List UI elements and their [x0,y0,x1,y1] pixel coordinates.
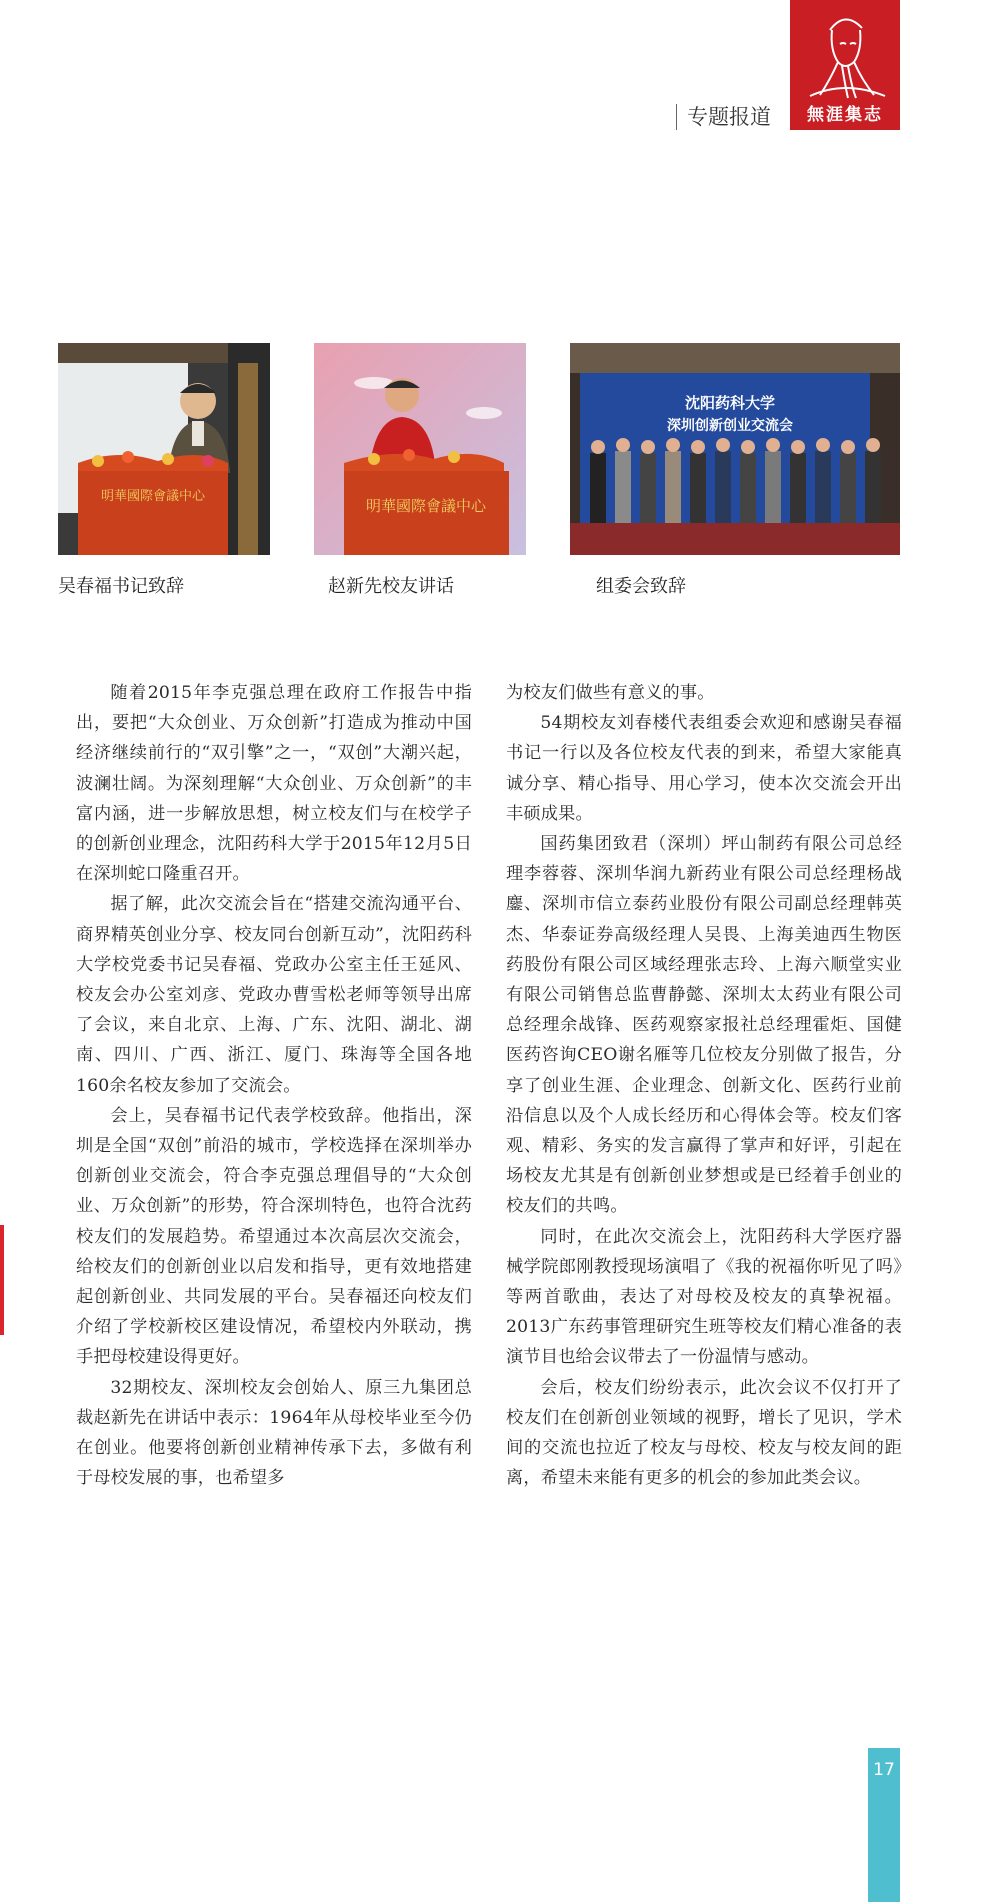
podium-banner-text: 明華國際會議中心 [365,497,487,515]
page-number: 17 [873,1760,895,1780]
article-paragraph: 54期校友刘春楼代表组委会欢迎和感谢吴春福书记一行以及各位校友代表的到来，希望大家能真诚分享、精心指导、用心学习，使本次交流会开出丰硕成果。 [506,713,902,824]
left-edge-marker [0,1225,4,1335]
article-paragraph: 国药集团致君（深圳）坪山制药有限公司总经理李蓉蓉、深圳华润九新药业有限公司总经理杨战鏖、深圳市信立泰药业股份有限公司副总经理韩英杰、华泰证券高级经理人吴畏、上海美迪西生物医药股份有限公司区域经理张志玲、上海六顺堂实业有限公司销售总监曹静懿、深圳太太药业有限公司总经理余战锋、医药观察家报社总经理霍炬、国健医药咨询CEO谢名雁等几位校友分别做了报告，分享了创业生涯、企业理念、创新文化、医药行业前沿信息以及个人成长经历和心得体会等。校友们客观、精彩、务实的发言赢得了掌声和好评，引起在场校友尤其是有创新创业梦想或是已经着手创业的校友们的共鸣。 [506,834,902,1217]
article-right-column [506,678,902,1493]
magazine-logo [790,0,900,130]
article-paragraph: 32期校友、深圳校友会创始人、原三九集团总裁赵新先在讲话中表示：1964年从母校毕业至今仍在创业。他要将创新创业精神传承下去，多做有利于母校发展的事，也希望多 [76,1377,472,1489]
stage-title-line1: 沈阳药科大学 [684,394,776,412]
article-paragraph-continuation: 为校友们做些有意义的事。 [506,683,715,703]
stage-title-line2: 深圳创新创业交流会 [667,418,793,434]
article-left-column [76,678,472,1493]
photo-caption: 吴春福书记致辞 [58,576,184,597]
article-paragraph: 同时，在此次交流会上，沈阳药科大学医疗器械学院郎刚教授现场演唱了《我的祝福你听见了吗》等两首歌曲，表达了对母校及校友的真挚祝福。2013广东药事管理研究生班等校友们精心准备的表演节目也给会议带去了一份温情与感动。 [506,1226,902,1368]
article-paragraph: 会上，吴春福书记代表学校致辞。他指出，深圳是全国“双创”前沿的城市，学校选择在深圳举办创新创业交流会，符合李克强总理倡导的“大众创业、万众创新”的形势，符合深圳特色，也符合沈药校友们的发展趋势。希望通过本次高层次交流会，给校友们的创新创业以启发和指导，更有效地搭建起创新创业、共同发展的平台。吴春福还向校友们介绍了学校新校区建设情况，希望校内外联动，携手把母校建设得更好。 [76,1105,472,1368]
photo-wu-chunfu-speech [58,343,270,555]
photo-caption: 赵新先校友讲话 [328,576,454,597]
article-paragraph: 会后，校友们纷纷表示，此次会议不仅打开了校友们在创新创业领域的视野，增长了见识，学术间的交流也拉近了校友与母校、校友与校友间的距离，希望未来能有更多的机会的参加此类会议。 [506,1377,902,1489]
photo-zhao-xinxian-speech [314,343,526,555]
section-label: 专题报道 [676,104,771,130]
article-paragraph: 随着2015年李克强总理在政府工作报告中指出，要把“大众创业、万众创新”打造成为推动中国经济继续前行的“双引擎”之一，“双创”大潮兴起，波澜壮阔。为深刻理解“大众创业、万众创新”的丰富内涵，进一步解放思想，树立校友们与在校学子的创新创业理念，沈阳药科大学于2015年12月5日在深圳蛇口隆重召开。 [76,683,472,885]
photo-caption: 组委会致辞 [596,576,686,597]
photo-organizing-committee [570,343,900,555]
article-paragraph: 据了解，此次交流会旨在“搭建交流沟通平台、商界精英创业分享、校友同台创新互动”，沈阳药科大学校党委书记吴春福、党政办公室主任王延风、校友会办公室刘彦、党政办曹雪松老师等领导出席了会议，来自北京、上海、广东、沈阳、湖北、湖南、四川、广西、浙江、厦门、珠海等全国各地160余名校友参加了交流会。 [76,894,472,1096]
scholar-portrait-icon [790,0,900,100]
magazine-name: 無涯集志 [807,105,883,125]
podium-banner-text: 明華國際會議中心 [100,489,206,504]
